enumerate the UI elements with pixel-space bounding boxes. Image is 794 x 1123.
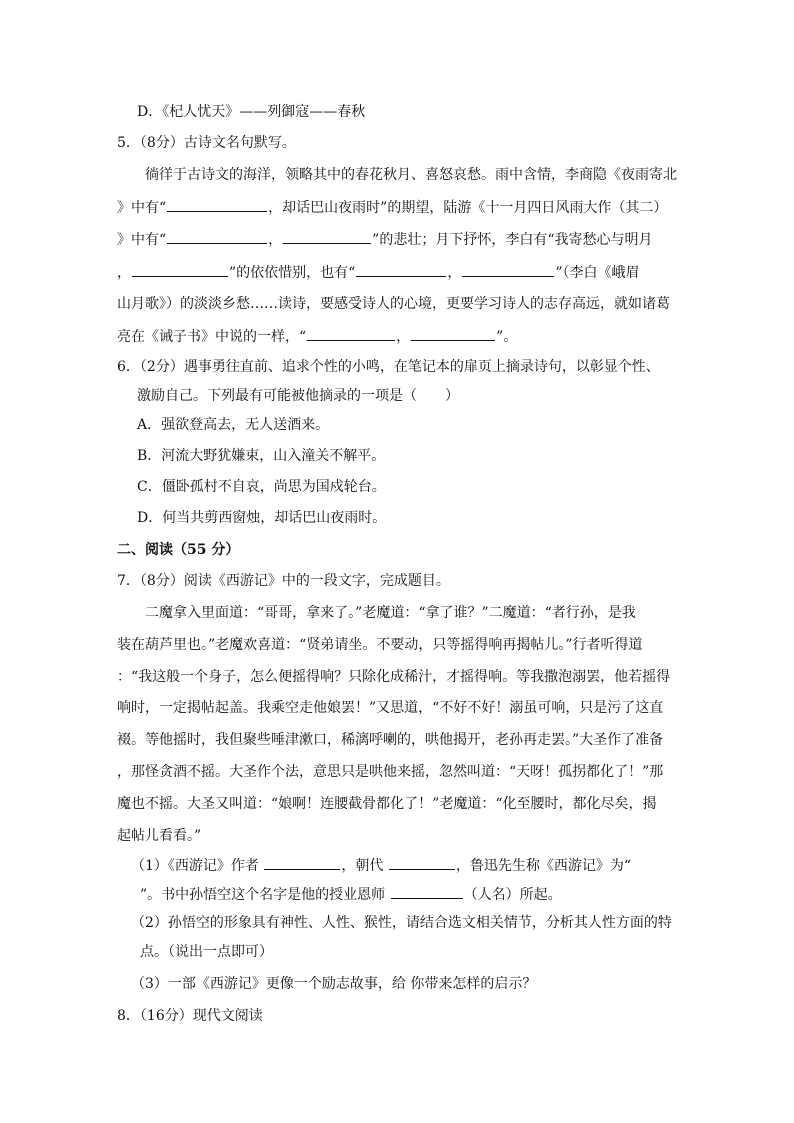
q5-line-3-b: ， bbox=[268, 232, 283, 248]
q6-option-b[interactable]: B．河流大野犹嫌束，山入潼关不解平。 bbox=[137, 448, 386, 464]
answer-blank[interactable] bbox=[411, 326, 495, 341]
answer-blank[interactable] bbox=[264, 855, 340, 870]
q5-line-5: 山月歌》）的淡淡乡愁……读诗，要感受诗人的心境，更要学习诗人的志存高远，就如诸葛 bbox=[117, 296, 670, 312]
answer-blank[interactable] bbox=[307, 326, 395, 341]
q5-line-1: 徜徉于古诗文的海洋，领略其中的春花秋月、喜怒哀愁。雨中含情，李商隐《夜雨寄北 bbox=[145, 167, 677, 183]
q7-sub1-c: ，鲁迅先生称《西游记》为“ bbox=[455, 858, 631, 874]
q8-header: 8．（16分）现代文阅读 bbox=[117, 1008, 263, 1024]
q5-line-2-b: ，却话巴山夜雨时”的期望，陆游《十一月四日风雨大作（其二） bbox=[268, 200, 668, 216]
q5-line-4-a: ， bbox=[117, 265, 131, 281]
q7-header: 7．（8分）阅读《西游记》中的一段文字，完成题目。 bbox=[117, 573, 450, 589]
q7-passage-line: 二魔拿入里面道：“哥哥，拿来了。”老魔道：“拿了谁？”二魔道：“者行孙，是我 bbox=[145, 605, 636, 621]
answer-blank[interactable] bbox=[283, 229, 371, 244]
q7-sub2-line-1: （2）孙悟空的形象具有神性、人性、猴性，请结合选文相关情节，分析其人性方面的特 bbox=[131, 915, 672, 931]
q7-passage-line: ：“我这般一个身子，怎么便摇得响？只除化成稀汁，才摇得响。等我撒泡溺罢，他若摇得 bbox=[117, 669, 671, 685]
q5-line-6 bbox=[117, 326, 517, 347]
q6-header-line-2: 激励自己。下列最有可能被他摘录的一项是（ ） bbox=[137, 388, 459, 404]
q5-header: 5．（8分）古诗文名句默写。 bbox=[117, 135, 296, 151]
q7-passage-line: 响时，一定揭帖起盖。我乘空走他娘罢！”又思道，“不好不好！溺虽可响，只是污了这直 bbox=[117, 700, 664, 716]
q7-passage-line: 起帖儿看看。” bbox=[117, 828, 202, 844]
q7-sub1-d: ”。书中孙悟空这个名字是他的授业恩师 bbox=[140, 887, 386, 903]
q5-line-6-a: 亮在《诫子书》中说的一样，“ bbox=[117, 329, 307, 345]
q5-line-4-c: ， bbox=[447, 265, 462, 281]
q5-line-6-b: ， bbox=[396, 329, 411, 345]
q7-passage-line: 装在葫芦里也。”老魔欢喜道：“贤弟请坐。不要动，只等摇得响再揭帖儿。”行者听得道 bbox=[117, 637, 643, 653]
answer-blank[interactable] bbox=[167, 197, 267, 212]
answer-blank[interactable] bbox=[462, 262, 554, 277]
q5-line-2-a: 》中有“ bbox=[117, 200, 167, 216]
answer-blank[interactable] bbox=[389, 855, 455, 870]
answer-blank[interactable] bbox=[167, 229, 267, 244]
q5-line-4-d: ”（李白《峨眉 bbox=[555, 265, 640, 281]
q6-header-line-1: 6．（2分）遇事勇往直前、追求个性的小鸣，在笔记本的扉页上摘录诗句，以彰显个性、 bbox=[117, 359, 660, 375]
q7-sub1-line-1 bbox=[131, 855, 631, 876]
q5-line-4 bbox=[117, 262, 640, 283]
q5-line-2 bbox=[117, 197, 667, 218]
q6-option-a[interactable]: A．强欲登高去，无人送酒来。 bbox=[137, 417, 330, 433]
q5-line-6-c: ”。 bbox=[496, 329, 518, 345]
section-2-title: 二、阅读（55 分） bbox=[117, 542, 240, 558]
answer-blank[interactable] bbox=[356, 262, 446, 277]
q7-sub2-line-2: 点。（说出一点即可） bbox=[140, 944, 273, 960]
q7-passage-line: 裰。等他摇时，我但聚些唾津漱口，稀漓呼喇的，哄他揭开，老孙再走罢。”大圣作了准备 bbox=[117, 732, 664, 748]
q5-line-3 bbox=[117, 229, 653, 250]
q6-option-d[interactable]: D．何当共剪西窗烛，却话巴山夜雨时。 bbox=[137, 510, 387, 526]
q7-sub1-line-2 bbox=[140, 884, 562, 905]
q7-sub1-b: ，朝代 bbox=[341, 858, 384, 874]
q5-line-3-a: 》中有“ bbox=[117, 232, 167, 248]
q6-option-c[interactable]: C．僵卧孤村不自哀，尚思为国戍轮台。 bbox=[137, 479, 386, 495]
answer-blank[interactable] bbox=[132, 262, 228, 277]
q7-sub1-a: （1）《西游记》作者 bbox=[131, 858, 259, 874]
q7-sub1-e: （人名）所起。 bbox=[463, 887, 562, 903]
answer-blank[interactable] bbox=[391, 884, 463, 899]
q7-passage-line: 魔也不摇。大圣又叫道：“娘啊！连腰截骨都化了！”老魔道：“化至腰时，都化尽矣，揭 bbox=[117, 796, 657, 812]
q5-line-4-b: ”的依依惜别，也有“ bbox=[229, 265, 356, 281]
q4-option-d: D．《杞人忧天》——列御寇——春秋 bbox=[137, 104, 366, 120]
q7-sub3: （3）一部《西游记》更像一个励志故事，给 你带来怎样的启示？ bbox=[131, 976, 537, 992]
q7-passage-line: ，那怪贪酒不摇。大圣作个法，意思只是哄他来摇，忽然叫道：“天呀！孤拐都化了！”那 bbox=[117, 764, 664, 780]
q5-line-3-c: ”的悲壮；月下抒怀，李白有“我寄愁心与明月 bbox=[372, 232, 653, 248]
